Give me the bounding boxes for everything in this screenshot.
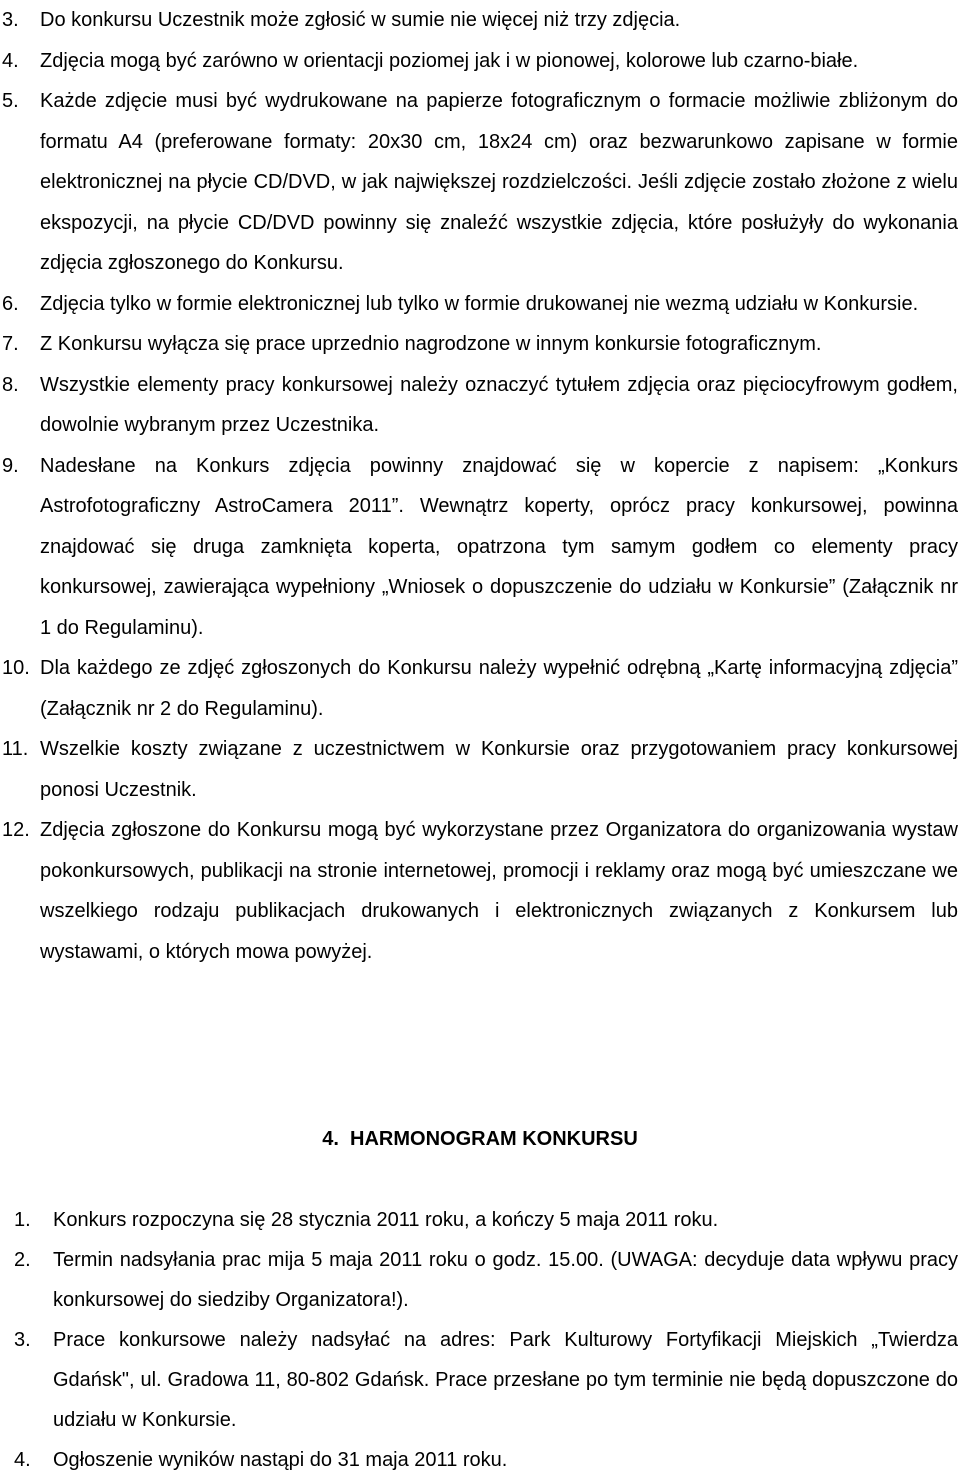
list-item-text: Z Konkursu wyłącza się prace uprzednio nagrodzone w innym konkursie fotograficznym.	[40, 333, 822, 355]
list-item-text: Ogłoszenie wyników nastąpi do 31 maja 2011 roku.	[53, 1449, 508, 1471]
list-item-text: Wszystkie elementy pracy konkursowej należy oznaczyć tytułem zdjęcia oraz pięciocyfrowym godłem, dowolnie wybranym przez Uczestnika.	[40, 373, 958, 436]
list-item-number: 9.	[2, 454, 19, 477]
list-item-number: 1.	[14, 1209, 31, 1231]
list-item-number: 4.	[14, 1449, 31, 1471]
list-item-text: Termin nadsyłania prac mija 5 maja 2011 roku o godz. 15.00. (UWAGA: decyduje data wpływu pracy konkursowej do siedziby Organizatora!).	[53, 1249, 958, 1311]
section-title: HARMONOGRAM KONKURSU	[350, 1128, 638, 1150]
list-item-text: Do konkursu Uczestnik może zgłosić w sumie nie więcej niż trzy zdjęcia.	[40, 9, 681, 31]
list-item-number: 6.	[2, 292, 19, 315]
list-item	[0, 810, 958, 972]
list-item	[0, 0, 958, 41]
list-item-number: 7.	[2, 333, 19, 355]
list-item-number: 10.	[2, 657, 30, 679]
list-item	[0, 648, 958, 729]
list-item-number: 11.	[2, 738, 29, 760]
list-item	[0, 324, 958, 365]
list-item-text: Konkurs rozpoczyna się 28 stycznia 2011 roku, a kończy 5 maja 2011 roku.	[53, 1209, 719, 1231]
section-number: 4.	[322, 1128, 339, 1150]
list-item	[0, 729, 958, 810]
list-item-number: 8.	[2, 373, 19, 396]
section-heading	[0, 1119, 960, 1159]
list-item	[0, 365, 958, 446]
list-item-number: 3.	[2, 9, 19, 31]
list-item-text: Nadesłane na Konkurs zdjęcia powinny znajdować się w kopercie z napisem: „Konkurs Astrofotograficzny AstroCamera 2011”. Wewnątrz koperty, oprócz pracy konkursowej, powinna znajdować się druga zamknięta koperta, opatrzona tym samym godłem co elementy pracy konkursowej, zawierająca wypełniony „Wniosek o dopuszczenie do udziału w Konkursie” (Załącznik nr 1 do Regulaminu).	[40, 454, 958, 639]
schedule-list	[0, 1200, 958, 1480]
list-item-number: 4.	[2, 49, 19, 72]
list-item-text: Zdjęcia mogą być zarówno w orientacji poziomej jak i w pionowej, kolorowe lub czarno-białe.	[40, 49, 859, 72]
list-item-number: 2.	[14, 1249, 31, 1271]
list-item	[0, 41, 958, 82]
list-item-text: Zdjęcia zgłoszone do Konkursu mogą być wykorzystane przez Organizatora do organizowania wystaw pokonkursowych, publikacji na stronie internetowej, promocji i reklamy oraz mogą być umieszczane we wszelkiego rodzaju publikacjach drukowanych i elektronicznych związanych z Konkursem lub wystawami, o których mowa powyżej.	[40, 819, 958, 963]
list-item-number: 5.	[2, 90, 19, 112]
list-item	[0, 1440, 958, 1480]
list-item	[0, 446, 958, 649]
list-item-text: Prace konkursowe należy nadsyłać na adres: Park Kulturowy Fortyfikacji Miejskich „Twierdza Gdańsk", ul. Gradowa 11, 80-802 Gdańsk. Prace przesłane po tym terminie nie będą dopuszczone do udziału w Konkursie.	[53, 1329, 958, 1431]
list-item	[0, 1240, 958, 1320]
list-item-text: Dla każdego ze zdjęć zgłoszonych do Konkursu należy wypełnić odrębną „Kartę informacyjną zdjęcia” (Załącznik nr 2 do Regulaminu).	[40, 657, 958, 720]
list-item-number: 12.	[2, 819, 30, 841]
list-item	[0, 284, 958, 325]
list-item-number: 3.	[14, 1329, 31, 1351]
list-item	[0, 1320, 958, 1440]
list-item-text: Zdjęcia tylko w formie elektronicznej lub tylko w formie drukowanej nie wezmą udziału w Konkursie.	[40, 292, 919, 315]
list-item-text: Każde zdjęcie musi być wydrukowane na papierze fotograficznym o formacie możliwie zbliżonym do formatu A4 (preferowane formaty: 20x30 cm, 18x24 cm) oraz bezwarunkowo zapisane w formie elektronicznej na płycie CD/DVD, w jak największej rozdzielczości. Jeśli zdjęcie zostało złożone z wielu ekspozycji, na płycie CD/DVD powinny się znaleźć wszystkie zdjęcia, które posłużyły do wykonania zdjęcia zgłoszonego do Konkursu.	[40, 90, 958, 274]
list-item	[0, 1200, 958, 1240]
list-item	[0, 81, 958, 284]
list-item-text: Wszelkie koszty związane z uczestnictwem w Konkursie oraz przygotowaniem pracy konkursowej ponosi Uczestnik.	[40, 738, 958, 801]
